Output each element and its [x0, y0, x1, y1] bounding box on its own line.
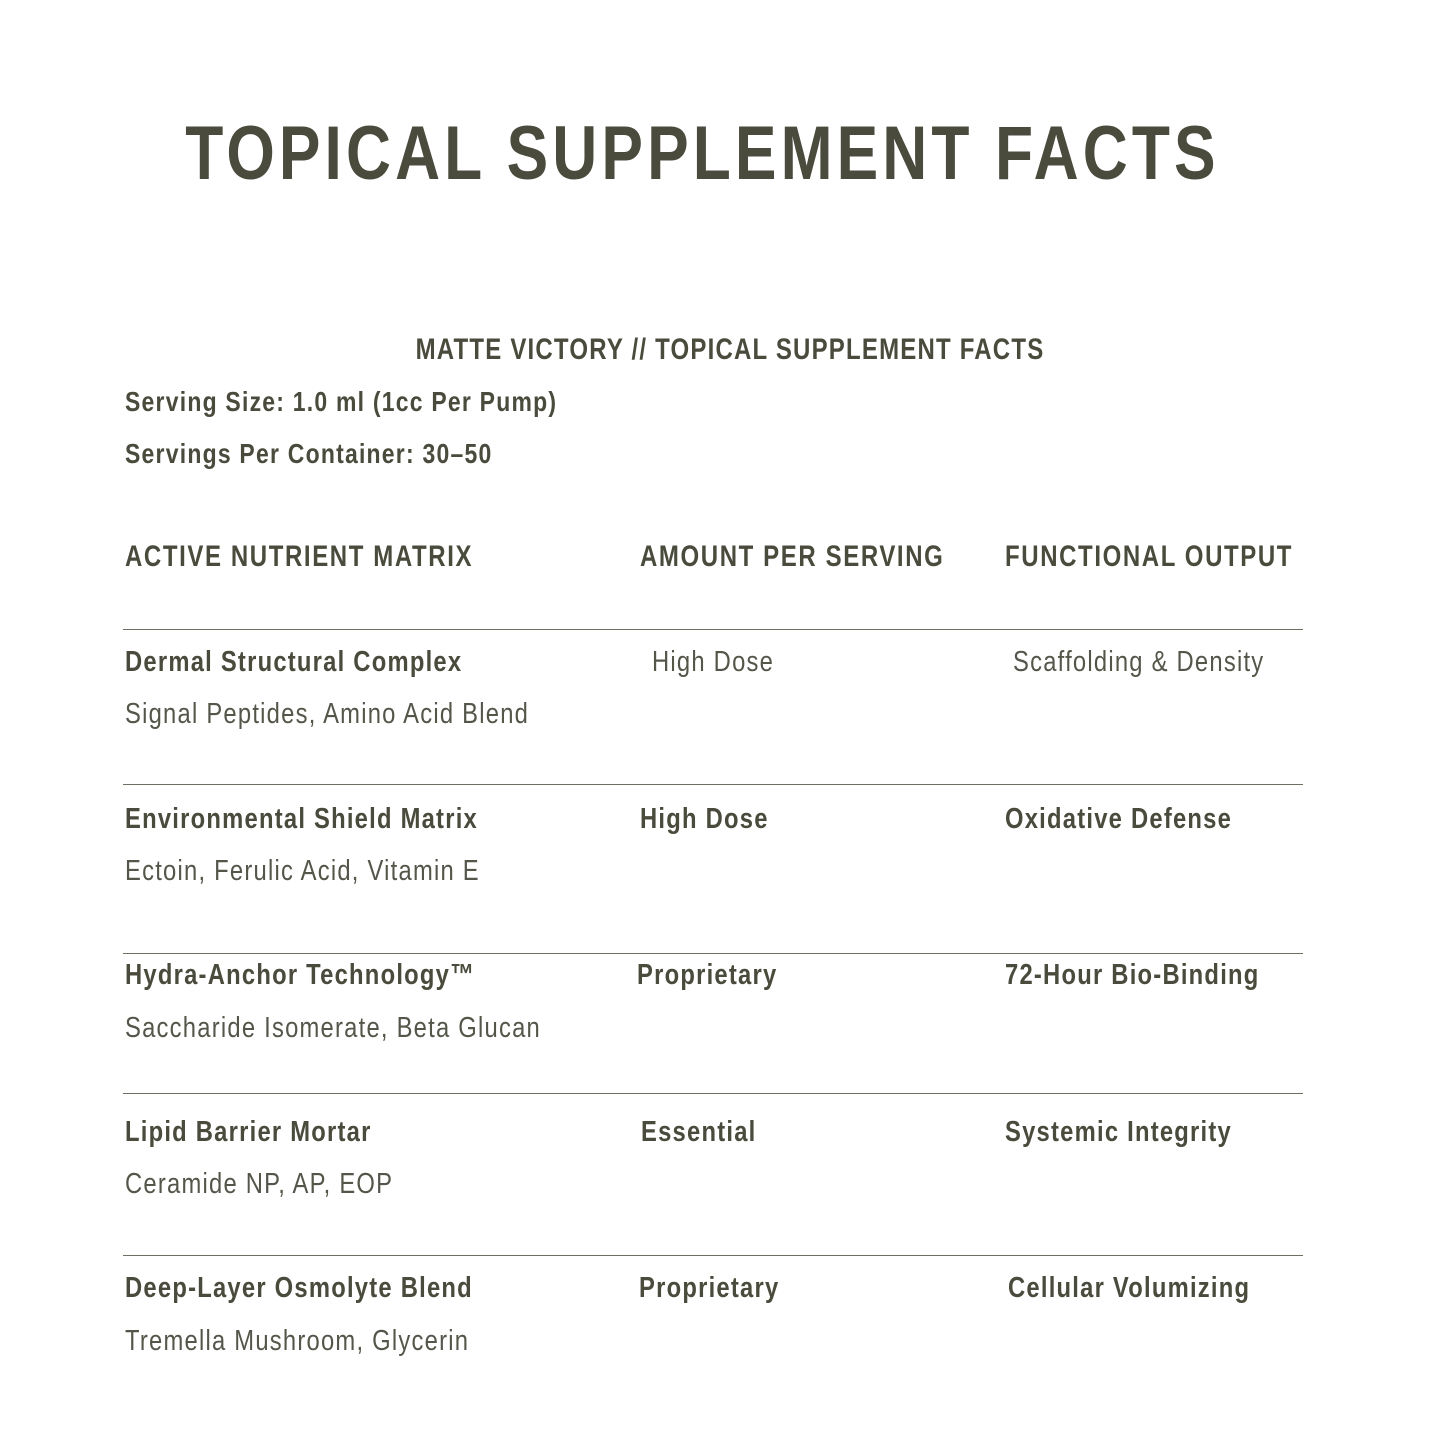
row-divider	[123, 1093, 1303, 1094]
nutrient-name: Dermal Structural Complex	[125, 646, 463, 678]
functional-output: 72-Hour Bio-Binding	[1005, 959, 1260, 991]
nutrient-name: Environmental Shield Matrix	[125, 803, 478, 835]
amount-per-serving: Proprietary	[639, 1272, 780, 1304]
functional-output: Oxidative Defense	[1005, 803, 1233, 835]
amount-per-serving: High Dose	[640, 803, 769, 835]
nutrient-ingredients: Tremella Mushroom, Glycerin	[125, 1325, 470, 1357]
nutrient-ingredients: Ectoin, Ferulic Acid, Vitamin E	[125, 855, 480, 887]
nutrient-name: Lipid Barrier Mortar	[125, 1116, 372, 1148]
row-divider	[123, 629, 1303, 630]
amount-per-serving: Proprietary	[637, 959, 778, 991]
row-divider	[123, 784, 1303, 785]
amount-per-serving: High Dose	[652, 646, 775, 678]
serving-size: Serving Size: 1.0 ml (1cc Per Pump)	[125, 386, 558, 417]
servings-per-container: Servings Per Container: 30–50	[125, 438, 493, 469]
amount-per-serving: Essential	[641, 1116, 757, 1148]
functional-output: Systemic Integrity	[1005, 1116, 1232, 1148]
nutrient-ingredients: Signal Peptides, Amino Acid Blend	[125, 698, 530, 730]
nutrient-ingredients: Saccharide Isomerate, Beta Glucan	[125, 1012, 541, 1044]
column-header-active-nutrient-matrix: ACTIVE NUTRIENT MATRIX	[125, 540, 474, 573]
column-header-functional-output: FUNCTIONAL OUTPUT	[1005, 540, 1294, 573]
nutrient-name: Hydra-Anchor Technology™	[125, 959, 476, 991]
nutrient-ingredients: Ceramide NP, AP, EOP	[125, 1168, 394, 1200]
facts-subtitle: MATTE VICTORY // TOPICAL SUPPLEMENT FACTS	[415, 333, 1045, 366]
column-header-amount-per-serving: AMOUNT PER SERVING	[640, 540, 945, 573]
functional-output: Scaffolding & Density	[1013, 646, 1265, 678]
page-title: TOPICAL SUPPLEMENT FACTS	[185, 111, 1220, 196]
row-divider	[123, 953, 1303, 954]
nutrient-name: Deep-Layer Osmolyte Blend	[125, 1272, 473, 1304]
functional-output: Cellular Volumizing	[1008, 1272, 1251, 1304]
row-divider	[123, 1255, 1303, 1256]
